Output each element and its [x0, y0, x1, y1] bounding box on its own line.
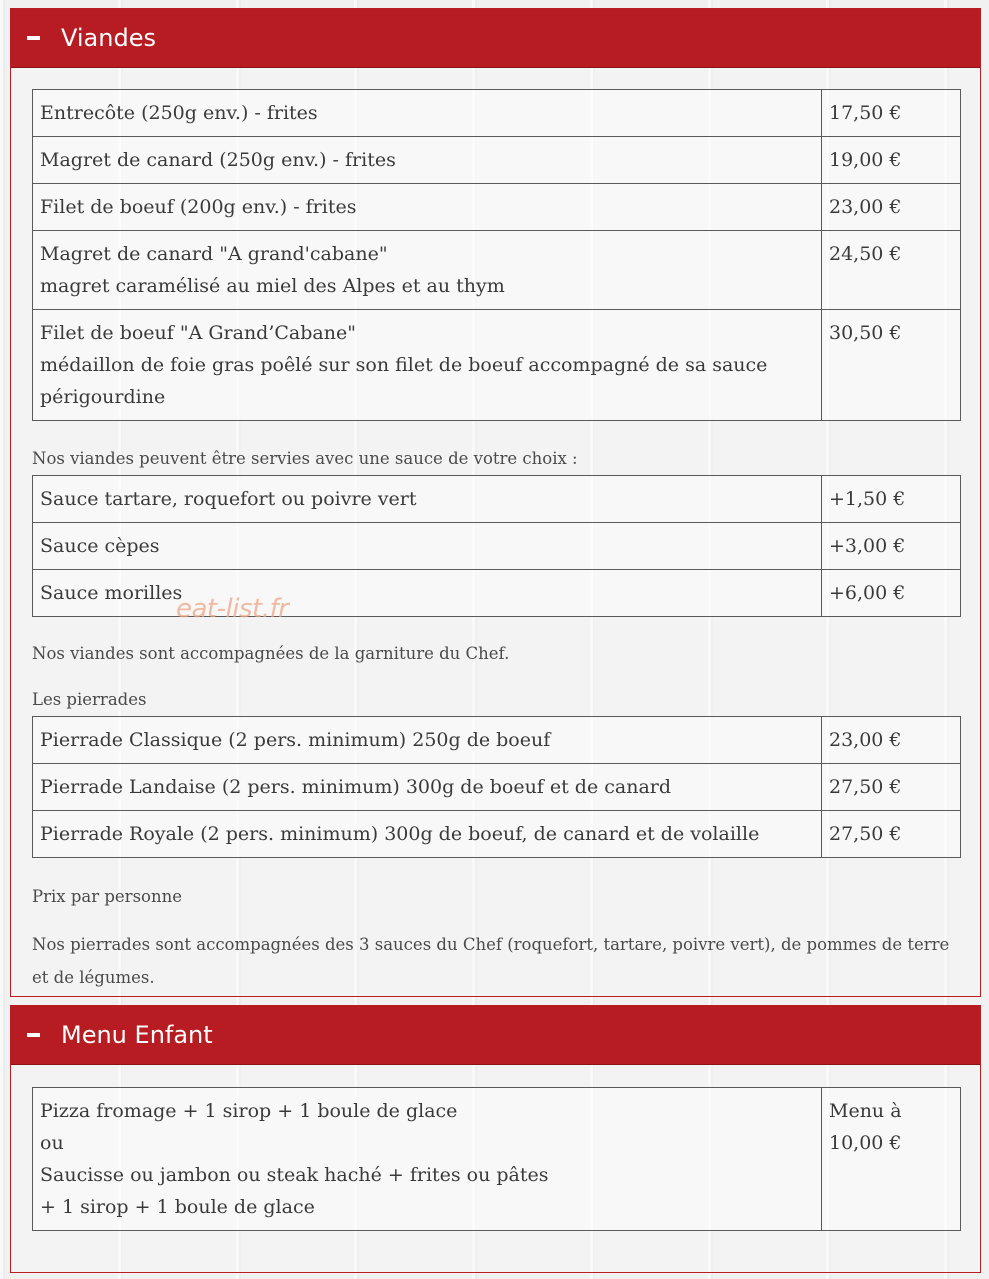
table-row — [33, 90, 961, 137]
table-row — [33, 137, 961, 184]
table-row — [33, 310, 961, 421]
item-description: magret caramélisé au miel des Alpes et au thym — [40, 275, 505, 297]
watermark-text: eat-list.fr — [176, 594, 289, 624]
pierrade-price: 27,50 € — [822, 764, 961, 811]
item-price: 17,50 € — [822, 90, 961, 137]
table-row — [33, 184, 961, 231]
item-name: Filet de boeuf "A Grand’Cabane" — [40, 322, 356, 344]
table-row — [33, 1088, 961, 1231]
sauce-price: +6,00 € — [822, 570, 961, 617]
sauces-table — [32, 475, 961, 617]
section-header-viandes[interactable] — [11, 9, 980, 68]
menu-price: 10,00 € — [829, 1132, 902, 1154]
sauce-name: Sauce cèpes — [33, 523, 822, 570]
table-row — [33, 764, 961, 811]
menu-enfant-cell — [33, 1088, 822, 1231]
item-cell — [33, 310, 822, 421]
section-title-viandes: Viandes — [61, 24, 156, 52]
item-price: 19,00 € — [822, 137, 961, 184]
item-cell — [33, 231, 822, 310]
table-row — [33, 523, 961, 570]
item-price: 30,50 € — [822, 310, 961, 421]
sauce-name: Sauce morilles — [33, 570, 822, 617]
table-row — [33, 717, 961, 764]
pierrades-label: Les pierrades — [32, 690, 147, 709]
pierrades-table — [32, 716, 961, 858]
menu-price-label: Menu à — [829, 1100, 902, 1122]
item-name: Magret de canard "A grand'cabane" — [40, 243, 388, 265]
pierrade-name: Pierrade Royale (2 pers. minimum) 300g de boeuf, de canard et de volaille — [33, 811, 822, 858]
menu-line: + 1 sirop + 1 boule de glace — [40, 1196, 315, 1218]
pierrades-note: Nos pierrades sont accompagnées des 3 sauces du Chef (roquefort, tartare, poivre vert), de pommes de terre et de légumes. — [32, 935, 950, 987]
section-viandes — [10, 8, 981, 997]
item-price: 24,50 € — [822, 231, 961, 310]
item-price: 23,00 € — [822, 184, 961, 231]
menu-line: Pizza fromage + 1 sirop + 1 boule de glace — [40, 1100, 458, 1122]
pierrade-price: 23,00 € — [822, 717, 961, 764]
prix-note: Prix par personne — [32, 887, 182, 906]
table-row — [33, 231, 961, 310]
menu-line: ou — [40, 1132, 64, 1154]
item-name: Magret de canard (250g env.) - frites — [33, 137, 822, 184]
minus-icon[interactable] — [27, 1033, 40, 1037]
table-row — [33, 570, 961, 617]
menu-line: Saucisse ou jambon ou steak haché + frites ou pâtes — [40, 1164, 549, 1186]
minus-icon[interactable] — [27, 36, 40, 40]
section-header-menu-enfant[interactable] — [11, 1006, 980, 1065]
item-name: Entrecôte (250g env.) - frites — [33, 90, 822, 137]
sauce-price: +3,00 € — [822, 523, 961, 570]
sauce-note: Nos viandes peuvent être servies avec une sauce de votre choix : — [32, 449, 578, 468]
menu-enfant-price-cell — [822, 1088, 961, 1231]
pierrade-name: Pierrade Classique (2 pers. minimum) 250g de boeuf — [33, 717, 822, 764]
sauce-name: Sauce tartare, roquefort ou poivre vert — [33, 476, 822, 523]
sauce-price: +1,50 € — [822, 476, 961, 523]
menu-enfant-table — [32, 1087, 961, 1231]
table-row — [33, 811, 961, 858]
section-title-menu-enfant: Menu Enfant — [61, 1021, 213, 1049]
garniture-note: Nos viandes sont accompagnées de la garniture du Chef. — [32, 644, 510, 663]
pierrade-name: Pierrade Landaise (2 pers. minimum) 300g de boeuf et de canard — [33, 764, 822, 811]
item-name: Filet de boeuf (200g env.) - frites — [33, 184, 822, 231]
section-menu-enfant — [10, 1005, 981, 1273]
pierrade-price: 27,50 € — [822, 811, 961, 858]
table-row — [33, 476, 961, 523]
viandes-table — [32, 89, 961, 421]
item-description: médaillon de foie gras poêlé sur son filet de boeuf accompagné de sa sauce périgourdine — [40, 354, 768, 408]
